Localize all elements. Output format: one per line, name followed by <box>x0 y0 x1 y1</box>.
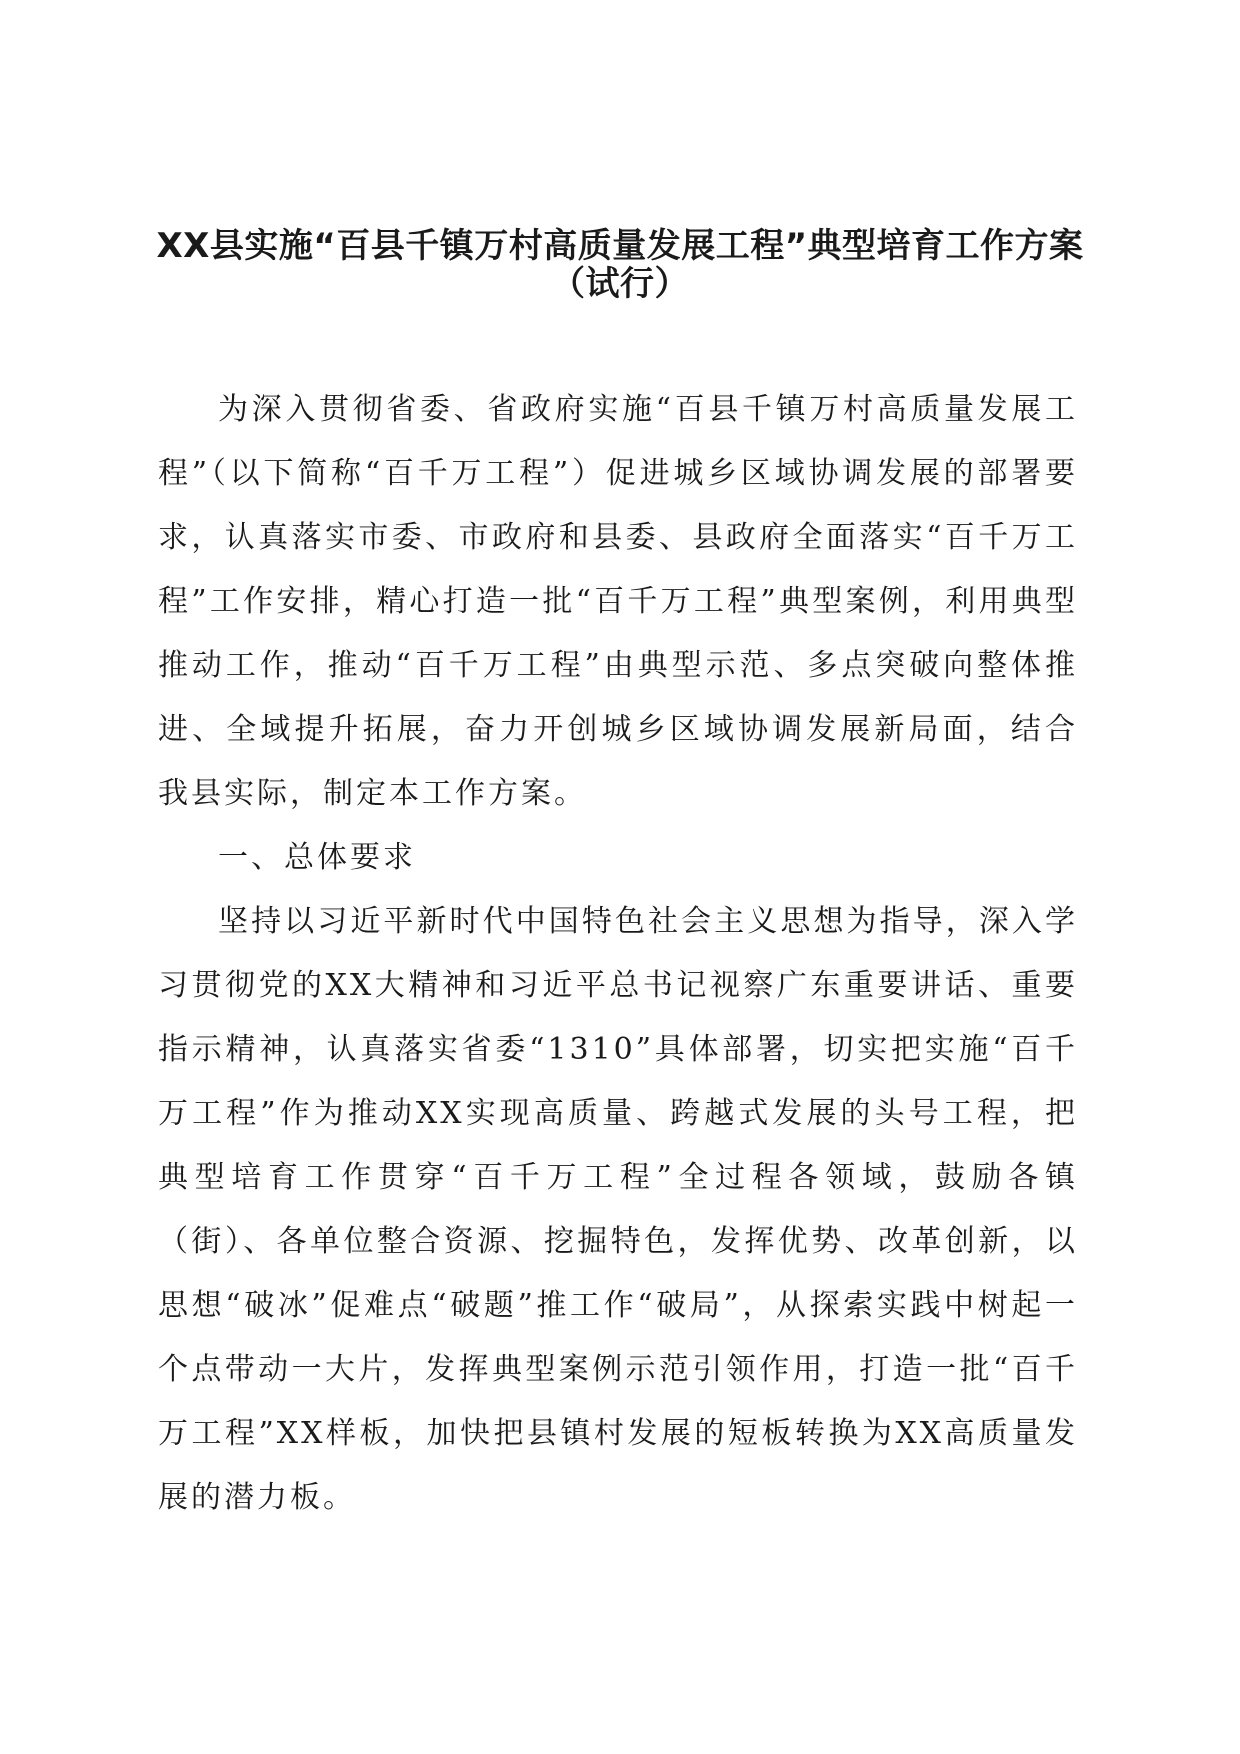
general-requirements-paragraph: 坚持以习近平新时代中国特色社会主义思想为指导，深入学习贯彻党的XX大精神和习近平总书记视察广东重要讲话、重要指示精神，认真落实省委“1310”具体部署，切实把实施“百千万工程”作为推动XX实现高质量、跨越式发展的头号工程，把典型培育工作贯穿“百千万工程”全过程各领域，鼓励各镇（街）、各单位整合资源、挖掘特色，发挥优势、改革创新，以思想“破冰”促难点“破题”推工作“破局”，从探索实践中树起一个点带动一大片，发挥典型案例示范引领作用，打造一批“百千万工程”XX样板，加快把县镇村发展的短板转换为XX高质量发展的潜力板。 <box>158 904 1078 1515</box>
document-title: XX县实施“百县千镇万村高质量发展工程”典型培育工作方案 <box>156 226 1084 266</box>
intro-paragraph: 为深入贯彻省委、省政府实施“百县千镇万村高质量发展工程”（以下简称“百千万工程”）促进城乡区域协调发展的部署要求，认真落实市委、市政府和县委、县政府全面落实“百千万工程”工作安排，精心打造一批“百千万工程”典型案例，利用典型推动工作，推动“百千万工程”由典型示范、多点突破向整体推进、全域提升拓展，奋力开创城乡区域协调发展新局面，结合我县实际，制定本工作方案。 <box>158 392 1078 811</box>
document-subtitle: （试行） <box>551 264 689 304</box>
section-heading-general-requirements: 一、总体要求 <box>218 840 416 875</box>
